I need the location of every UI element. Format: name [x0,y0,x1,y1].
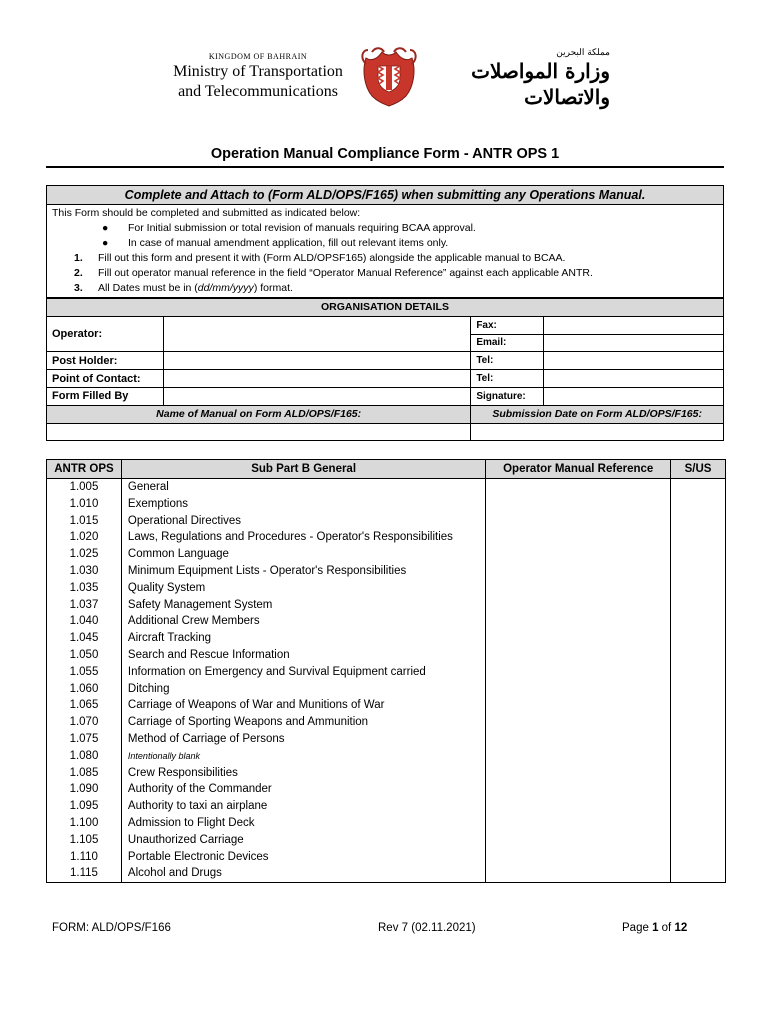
table-header-row [47,460,726,479]
antr-ops-code: 1.045 [47,630,122,647]
instruction-bullet: ● For Initial submission or total revision of manuals requiring BCAA approval. [102,222,476,234]
compliance-table [46,459,726,883]
table-row [47,781,726,798]
col-header-antr-ops: ANTR OPS [47,460,122,479]
table-row [47,865,726,882]
antr-ops-code: 1.025 [47,546,122,563]
point-of-contact-field[interactable] [163,370,470,388]
arabic-kingdom-label: مملكة البحرين [556,48,610,58]
submission-date-field[interactable] [471,423,724,441]
point-of-contact-label: Point of Contact: [47,370,164,388]
instructions-box [46,185,724,298]
col-header-sub-part: Sub Part B General [121,460,485,479]
table-row [47,815,726,832]
instruction-step: 2. Fill out operator manual reference in the field “Operator Manual Reference” against each applicable ANTR. [74,267,593,279]
table-row [47,748,726,765]
sus-field[interactable] [671,697,726,714]
table-row [47,529,726,546]
sus-field[interactable] [671,748,726,765]
antr-ops-code: 1.075 [47,731,122,748]
sus-field[interactable] [671,529,726,546]
post-holder-tel-label: Tel: [471,352,544,370]
sus-field[interactable] [671,714,726,731]
table-row [47,664,726,681]
col-header-sus: S/US [671,460,726,479]
instruction-bullet: ● In case of manual amendment application, fill out relevant items only. [102,237,449,249]
operator-manual-reference-field[interactable] [486,781,671,798]
sus-field[interactable] [671,798,726,815]
signature-field[interactable] [544,387,724,405]
operator-manual-reference-field[interactable] [486,546,671,563]
post-holder-tel-field[interactable] [544,352,724,370]
table-row [47,479,726,496]
table-row [47,849,726,866]
sus-field[interactable] [671,865,726,882]
antr-ops-code: 1.115 [47,865,122,882]
antr-ops-code: 1.065 [47,697,122,714]
sub-part-description: Ditching [121,681,485,698]
operator-manual-reference-field[interactable] [486,563,671,580]
antr-ops-code: 1.095 [47,798,122,815]
operator-manual-reference-field[interactable] [486,479,671,496]
sus-field[interactable] [671,479,726,496]
sub-part-description: Carriage of Weapons of War and Munitions of War [121,697,485,714]
sus-field[interactable] [671,681,726,698]
manual-name-field[interactable] [47,423,471,441]
instruction-step: 3. All Dates must be in (dd/mm/yyyy) format. [74,282,293,294]
footer-revision: Rev 7 (02.11.2021) [378,922,476,934]
sub-part-description: Intentionally blank [121,748,485,765]
sus-field[interactable] [671,597,726,614]
antr-ops-code: 1.015 [47,513,122,530]
kingdom-label: KINGDOM OF BAHRAIN [208,52,308,61]
title-divider [46,166,724,168]
operator-manual-reference-field[interactable] [486,798,671,815]
antr-ops-code: 1.050 [47,647,122,664]
table-row [47,563,726,580]
signature-label: Signature: [471,387,544,405]
sub-part-description: Information on Emergency and Survival Equipment carried [121,664,485,681]
sub-part-description: Operational Directives [121,513,485,530]
antr-ops-code: 1.055 [47,664,122,681]
arabic-ministry-name: وزارة المواصلات والاتصالات [471,59,610,109]
sub-part-description: Exemptions [121,496,485,513]
operator-manual-reference-field[interactable] [486,697,671,714]
col-header-manual-reference: Operator Manual Reference [486,460,671,479]
antr-ops-code: 1.080 [47,748,122,765]
antr-ops-code: 1.020 [47,529,122,546]
instruction-step: 1. Fill out this form and present it with (Form ALD/OPSF165) alongside the applicable manual to BCAA. [74,252,566,264]
operator-manual-reference-field[interactable] [486,681,671,698]
sus-field[interactable] [671,546,726,563]
table-row [47,832,726,849]
table-row [47,580,726,597]
operator-manual-reference-field[interactable] [486,630,671,647]
sus-field[interactable] [671,496,726,513]
fax-field[interactable] [544,316,724,334]
table-row [47,546,726,563]
sub-part-description: General [121,479,485,496]
table-row [47,681,726,698]
table-row [47,765,726,782]
antr-ops-code: 1.100 [47,815,122,832]
sub-part-description: Quality System [121,580,485,597]
operator-manual-reference-field[interactable] [486,580,671,597]
sus-field[interactable] [671,580,726,597]
sus-field[interactable] [671,630,726,647]
instructions-body [47,205,723,297]
sus-field[interactable] [671,613,726,630]
antr-ops-code: 1.040 [47,613,122,630]
operator-label: Operator: [47,316,164,352]
fax-label: Fax: [471,316,544,334]
sub-part-description: Method of Carriage of Persons [121,731,485,748]
sus-field[interactable] [671,765,726,782]
post-holder-label: Post Holder: [47,352,164,370]
email-field[interactable] [544,334,724,352]
sub-part-description: Carriage of Sporting Weapons and Ammunition [121,714,485,731]
sus-field[interactable] [671,781,726,798]
table-row [47,513,726,530]
sub-part-description: Unauthorized Carriage [121,832,485,849]
operator-manual-reference-field[interactable] [486,815,671,832]
table-row [47,496,726,513]
operator-manual-reference-field[interactable] [486,748,671,765]
sub-part-description: Additional Crew Members [121,613,485,630]
table-row [47,731,726,748]
form-title: Operation Manual Compliance Form - ANTR OPS 1 [210,146,560,162]
operator-manual-reference-field[interactable] [486,647,671,664]
antr-ops-code: 1.105 [47,832,122,849]
sub-part-description: Admission to Flight Deck [121,815,485,832]
sus-field[interactable] [671,513,726,530]
organisation-details-table [46,298,724,441]
operator-manual-reference-field[interactable] [486,613,671,630]
table-row [47,714,726,731]
antr-ops-code: 1.085 [47,765,122,782]
instructions-heading: Complete and Attach to (Form ALD/OPS/F165) when submitting any Operations Manual. [47,186,723,205]
operator-manual-reference-field[interactable] [486,597,671,614]
operator-manual-reference-field[interactable] [486,529,671,546]
operator-manual-reference-field[interactable] [486,849,671,866]
antr-ops-code: 1.110 [47,849,122,866]
sub-part-description: Alcohol and Drugs [121,865,485,882]
bahrain-emblem-icon [360,44,418,108]
antr-ops-code: 1.090 [47,781,122,798]
contact-tel-field[interactable] [544,370,724,388]
sub-part-description: Authority to taxi an airplane [121,798,485,815]
sub-part-description: Search and Rescue Information [121,647,485,664]
sub-part-description: Portable Electronic Devices [121,849,485,866]
antr-ops-code: 1.037 [47,597,122,614]
sub-part-description: Minimum Equipment Lists - Operator's Responsibilities [121,563,485,580]
operator-manual-reference-field[interactable] [486,765,671,782]
sub-part-description: Safety Management System [121,597,485,614]
submission-date-heading: Submission Date on Form ALD/OPS/F165: [471,405,724,423]
sub-part-description: Crew Responsibilities [121,765,485,782]
antr-ops-code: 1.060 [47,681,122,698]
sus-field[interactable] [671,731,726,748]
table-row [47,597,726,614]
antr-ops-code: 1.035 [47,580,122,597]
sus-field[interactable] [671,815,726,832]
email-label: Email: [471,334,544,352]
table-row [47,697,726,714]
table-row [47,647,726,664]
filled-by-field[interactable] [163,387,470,405]
operator-manual-reference-field[interactable] [486,496,671,513]
letterhead-english [160,52,356,101]
table-row [47,798,726,815]
sus-field[interactable] [671,832,726,849]
filled-by-label: Form Filled By [47,387,164,405]
sub-part-description: Common Language [121,546,485,563]
sub-part-description: Laws, Regulations and Procedures - Operator's Responsibilities [121,529,485,546]
table-row [47,630,726,647]
manual-name-heading: Name of Manual on Form ALD/OPS/F165: [47,405,471,423]
footer-page-number: Page 1 of 12 [622,922,688,934]
operator-manual-reference-field[interactable] [486,865,671,882]
org-details-heading: ORGANISATION DETAILS [47,299,724,317]
sub-part-description: Authority of the Commander [121,781,485,798]
contact-tel-label: Tel: [471,370,544,388]
instructions-intro: This Form should be completed and submitted as indicated below: [52,207,361,219]
operator-manual-reference-field[interactable] [486,832,671,849]
letterhead-arabic [420,48,610,110]
post-holder-field[interactable] [163,352,470,370]
sus-field[interactable] [671,563,726,580]
compliance-table-body [47,479,726,883]
operator-field[interactable] [163,316,470,352]
ministry-name-line1: Ministry of Transportation [173,63,343,80]
antr-ops-code: 1.070 [47,714,122,731]
sus-field[interactable] [671,664,726,681]
antr-ops-code: 1.010 [47,496,122,513]
ministry-name-line2: and Telecommunications [178,83,338,100]
footer-form-id: FORM: ALD/OPS/F166 [52,922,171,934]
operator-manual-reference-field[interactable] [486,513,671,530]
sus-field[interactable] [671,647,726,664]
operator-manual-reference-field[interactable] [486,664,671,681]
antr-ops-code: 1.005 [47,479,122,496]
operator-manual-reference-field[interactable] [486,714,671,731]
table-row [47,613,726,630]
operator-manual-reference-field[interactable] [486,731,671,748]
antr-ops-code: 1.030 [47,563,122,580]
sub-part-description: Aircraft Tracking [121,630,485,647]
sus-field[interactable] [671,849,726,866]
